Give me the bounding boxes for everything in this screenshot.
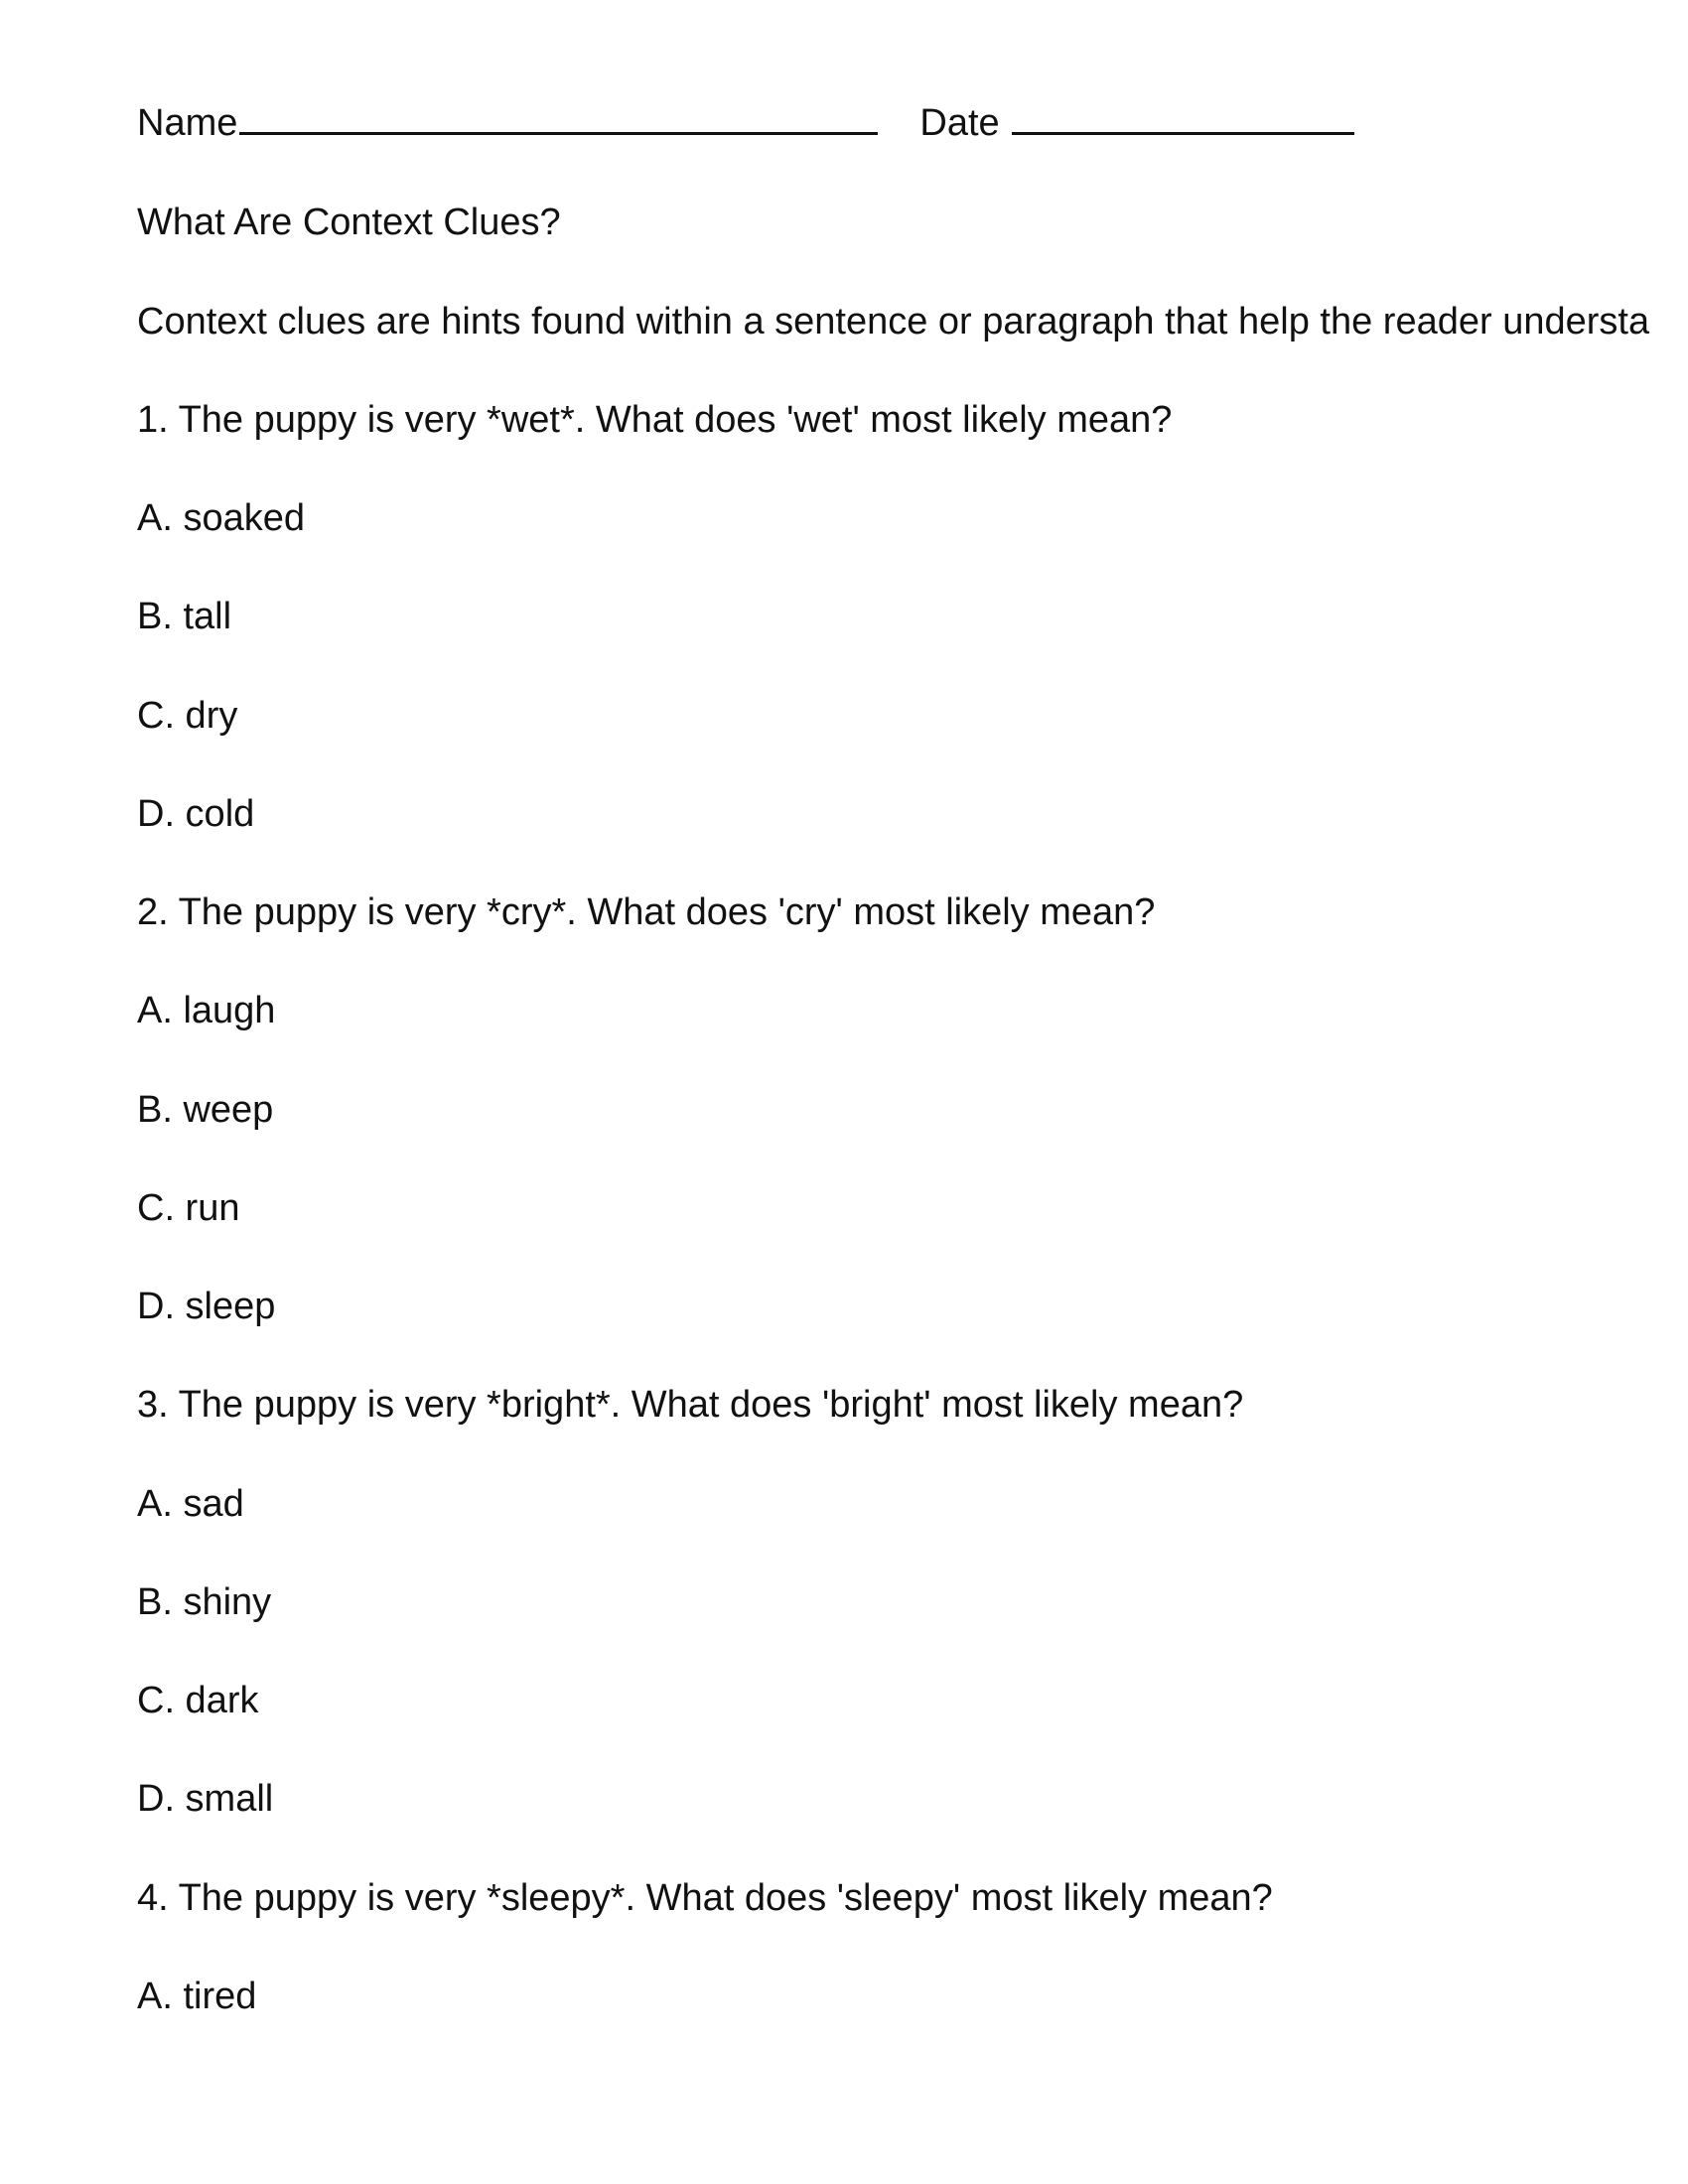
- question-2-option-d: D. sleep: [137, 1286, 276, 1327]
- question-4-prompt: 4. The puppy is very *sleepy*. What does 'sleepy' most likely mean?: [137, 1877, 1273, 1919]
- question-3-prompt: 3. The puppy is very *bright*. What does 'bright' most likely mean?: [137, 1384, 1244, 1426]
- question-1-option-b: B. tall: [137, 596, 232, 637]
- question-2-option-b: B. weep: [137, 1089, 274, 1131]
- question-1-prompt: 1. The puppy is very *wet*. What does 'wet' most likely mean?: [137, 399, 1173, 441]
- question-2-prompt: 2. The puppy is very *cry*. What does 'cry' most likely mean?: [137, 891, 1156, 933]
- question-1-option-a: A. soaked: [137, 497, 305, 539]
- question-3-option-d: D. small: [137, 1778, 274, 1820]
- question-2-option-c: C. run: [137, 1187, 240, 1229]
- question-3-option-c: C. dark: [137, 1680, 259, 1721]
- question-3-option-a: A. sad: [137, 1483, 244, 1525]
- question-4-option-a: A. tired: [137, 1976, 257, 2017]
- header-row: [137, 101, 1354, 145]
- intro-text: Context clues are hints found within a sentence or paragraph that help the reader understa: [137, 301, 1650, 342]
- date-label: Date: [919, 102, 1000, 144]
- name-label: Name: [137, 102, 238, 144]
- question-1-option-d: D. cold: [137, 793, 255, 835]
- question-1-option-c: C. dry: [137, 695, 238, 737]
- question-2-option-a: A. laugh: [137, 990, 276, 1031]
- name-blank-line[interactable]: [239, 102, 878, 135]
- worksheet-title: What Are Context Clues?: [137, 202, 561, 243]
- question-3-option-b: B. shiny: [137, 1581, 272, 1623]
- date-blank-line[interactable]: [1012, 102, 1354, 135]
